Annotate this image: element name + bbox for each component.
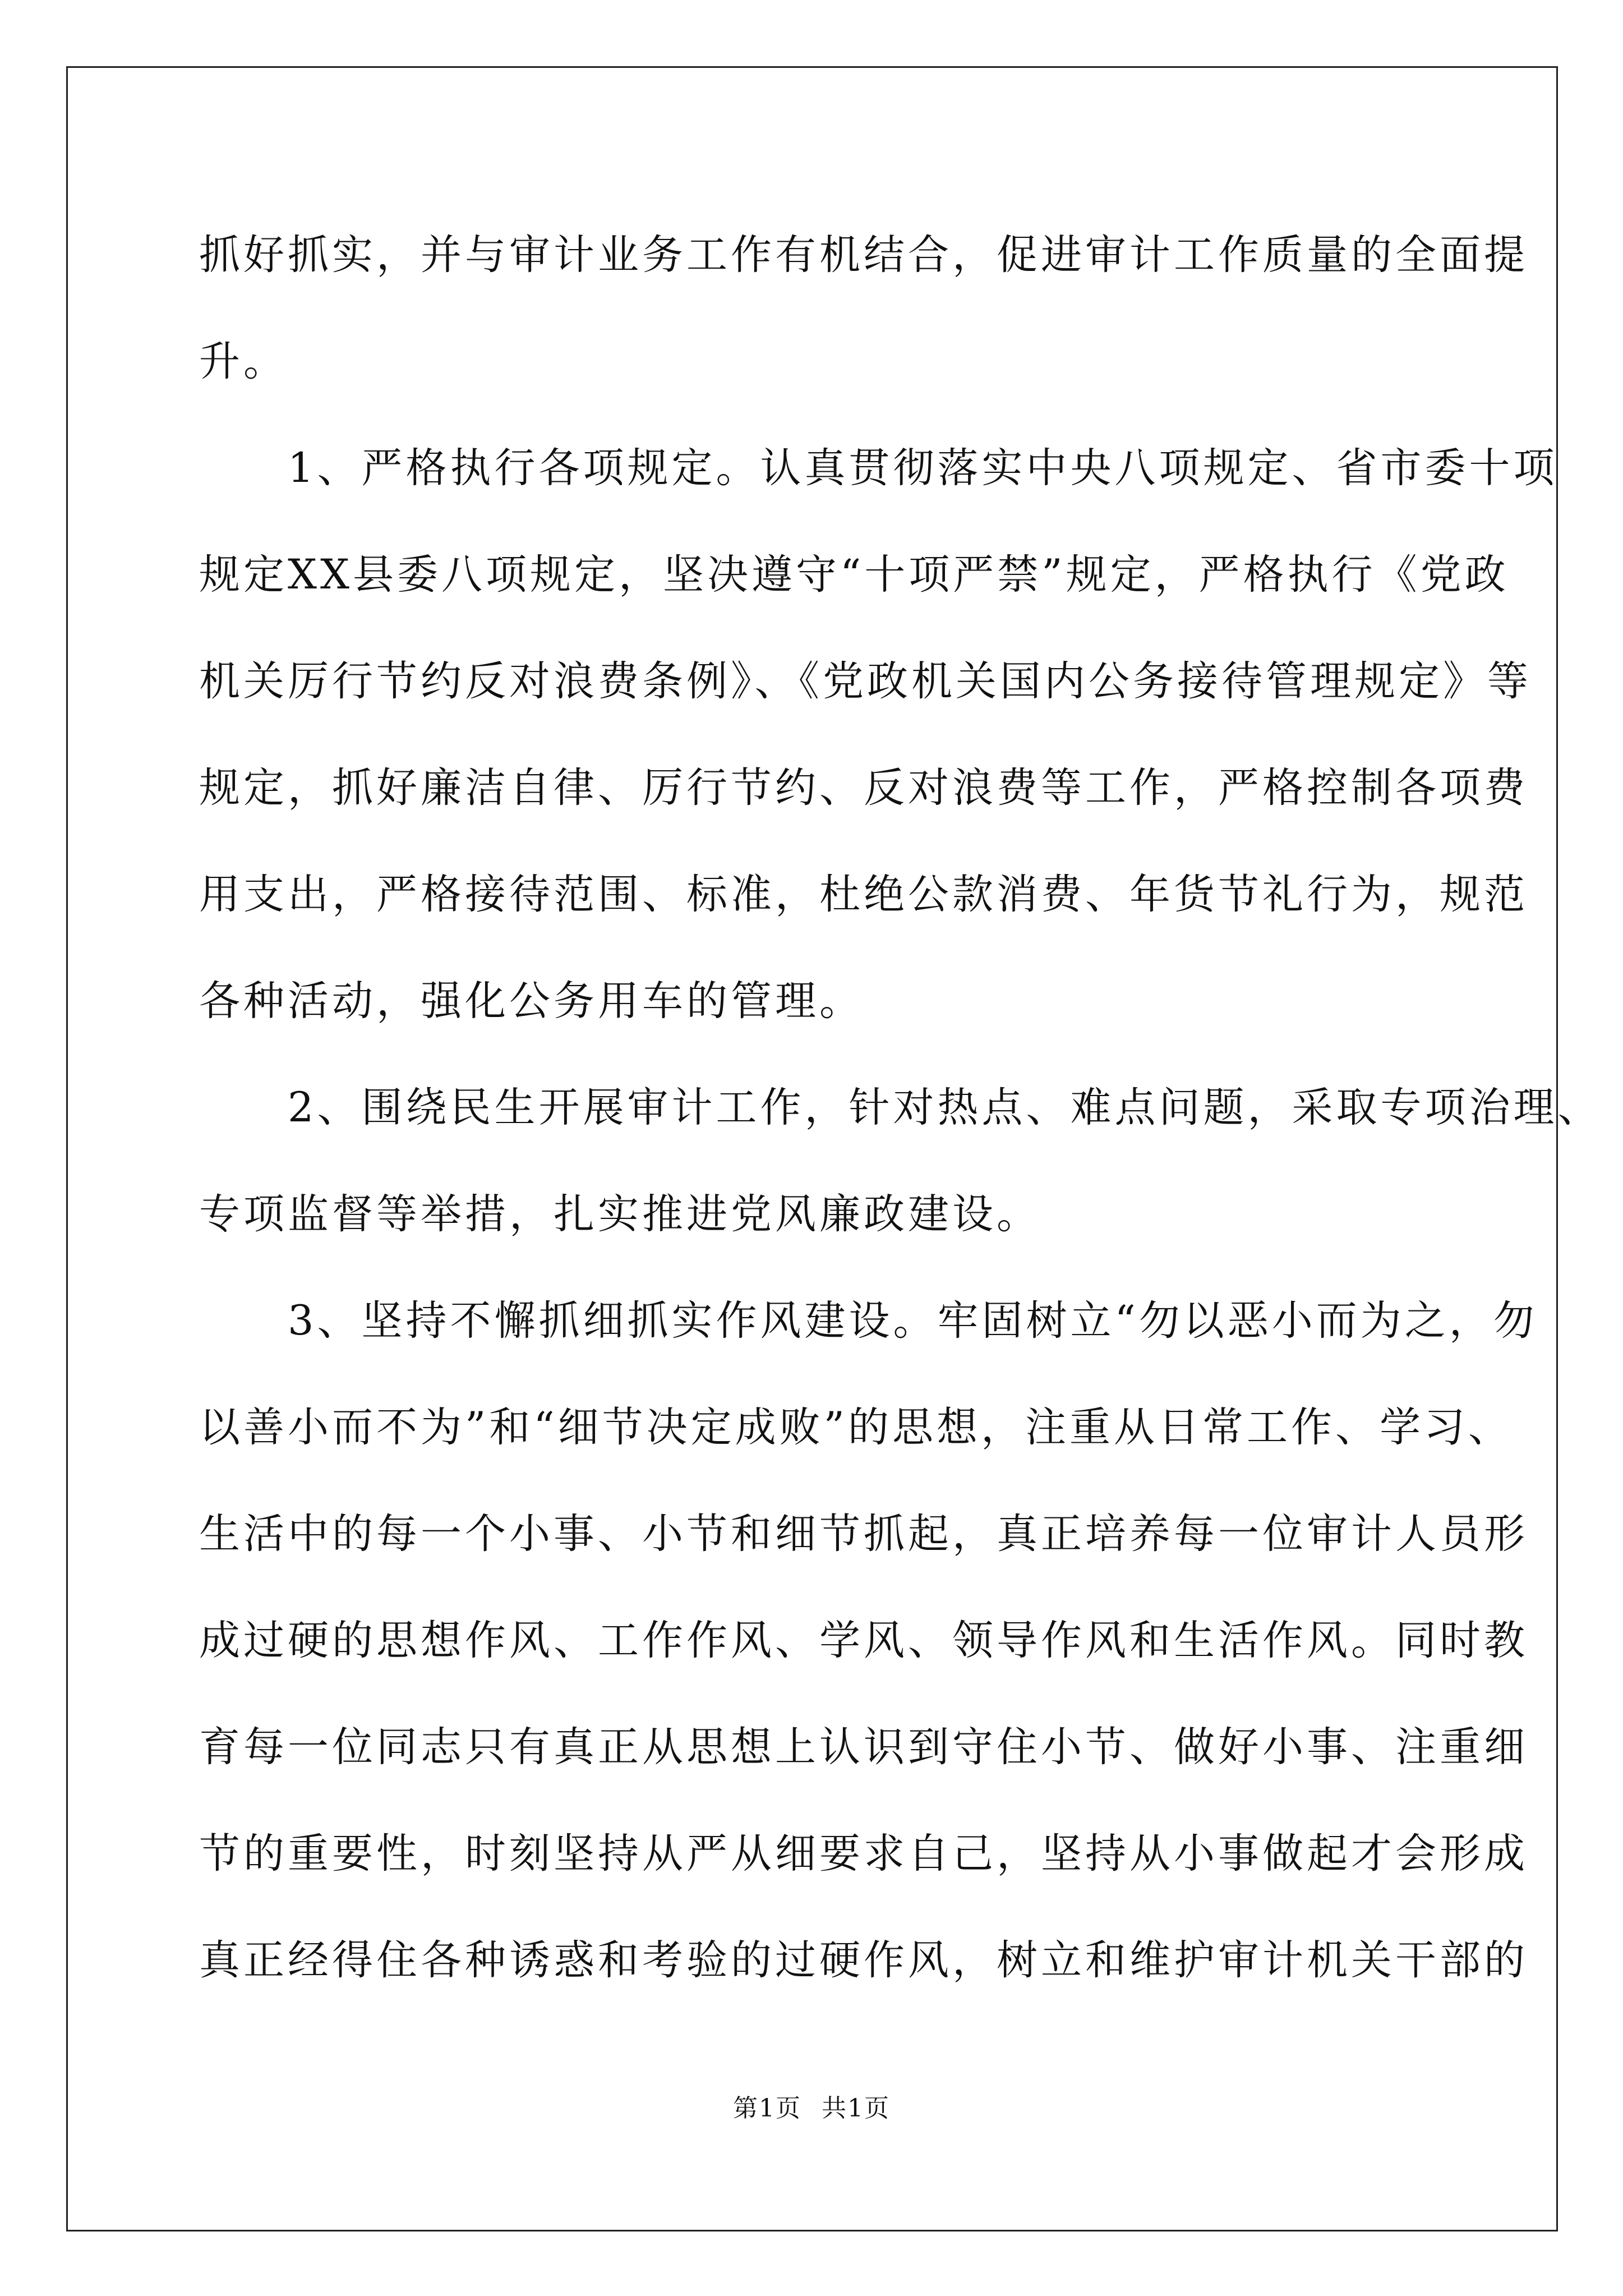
text-line: 育每一位同志只有真正从思想上认识到守住小节、做好小事、注重细 [199, 1723, 1528, 1771]
text-line: 2、围绕民生开展审计工作，针对热点、难点问题，采取专项治理、 [199, 1084, 1602, 1131]
page-number: 第1页 [733, 2094, 801, 2123]
page-count: 共1页 [822, 2094, 890, 2123]
text-line: 生活中的每一个小事、小节和细节抓起，真正培养每一位审计人员形 [199, 1510, 1528, 1558]
text-line: 用支出，严格接待范围、标准，杜绝公款消费、年货节礼行为，规范 [199, 871, 1528, 918]
text-line: 各种活动，强化公务用车的管理。 [199, 977, 864, 1025]
text-line: 真正经得住各种诱惑和考验的过硬作风，树立和维护审计机关干部的 [199, 1936, 1528, 1984]
text-line: 机关厉行节约反对浪费条例》、《党政机关国内公务接待管理规定》等 [199, 657, 1532, 705]
text-line: 规定XX县委八项规定，坚决遵守“十项严禁”规定，严格执行《党政 [199, 551, 1509, 599]
text-line: 成过硬的思想作风、工作作风、学风、领导作风和生活作风。同时教 [199, 1617, 1528, 1664]
text-line: 1、严格执行各项规定。认真贯彻落实中央八项规定、省市委十项 [199, 444, 1558, 492]
text-line: 3、坚持不懈抓细抓实作风建设。牢固树立“勿以恶小而为之，勿 [199, 1297, 1538, 1345]
document-body [199, 202, 1602, 2014]
text-line: 以善小而不为”和“细节决定成败”的思想，注重从日常工作、学习、 [199, 1404, 1513, 1451]
text-line: 规定，抓好廉洁自律、厉行节约、反对浪费等工作，严格控制各项费 [199, 764, 1528, 812]
page-footer [0, 2088, 1623, 2124]
text-line: 专项监督等举措，扎实推进党风廉政建设。 [199, 1190, 1041, 1238]
text-line: 升。 [199, 338, 288, 385]
text-line: 抓好抓实，并与审计业务工作有机结合，促进审计工作质量的全面提 [199, 231, 1528, 279]
text-line: 节的重要性，时刻坚持从严从细要求自己，坚持从小事做起才会形成 [199, 1830, 1528, 1878]
